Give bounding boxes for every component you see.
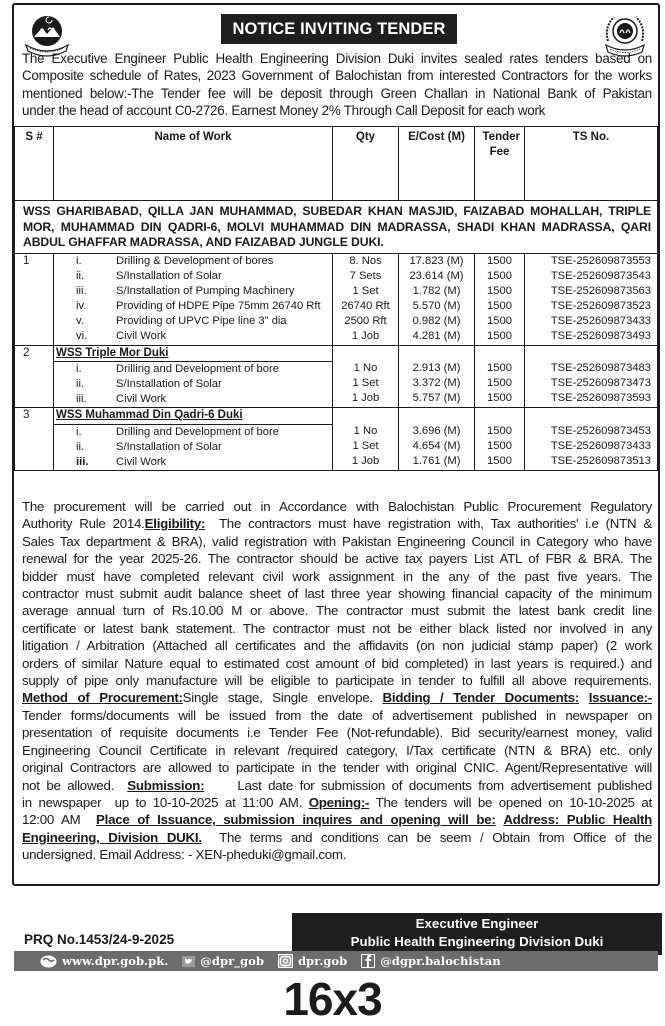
social-bar [14,951,658,971]
item-name: Providing of UPVC Pipe line 3" dia [116,315,287,328]
work-names [54,408,333,471]
item-fee: 1500 [487,330,512,343]
facebook-icon [361,954,375,968]
combined-title-line: MOR, MUHAMMAD DIN QADRI-6, MOLVI MUHAMMAD DIN MADRASSA, SHADI KHAN MADRASSA, QARI [23,219,651,234]
tender-notice [12,3,660,968]
text: not be allowed. [22,777,128,793]
item-fee: 1500 [487,284,512,297]
social-text: @dpr_gob [200,954,264,968]
text: The tenders will be opened on 10-10-2025 at [369,794,652,810]
item-number: i. [76,362,82,375]
social-text: @dgpr.balochistan [380,954,501,968]
item-number: ii. [76,269,85,282]
social-facebook[interactable] [361,954,500,968]
item-cost: 3.372 (M) [412,377,461,389]
terms-line [22,515,652,532]
item-fee: 1500 [487,424,512,437]
item-cost: 17.823 (M) [409,254,464,267]
combined-title-line: WSS GHARIBABAD, QILLA JAN MUHAMMAD, SUBEDAR KHAN MASJID, FAIZABAD MOHALLAH, TRIPLE [23,204,651,218]
item-qty: 8. Nos [349,254,382,267]
item-name: Drilling and Development of bore [116,362,279,375]
work-names [54,253,333,345]
terms-line: renewal for the year 2025-26. The contractor should be active tax payers List ATL of FBR & BRA. The [22,551,652,567]
work-item [54,362,332,377]
work-item [54,392,332,407]
terms-line: The procurement will be carried out in Accordance with Balochistan Public Procurement Regulatory [22,499,652,514]
item-cost: 5.757 (M) [412,392,461,405]
item-name: Providing of HDPE Pipe 75mm 26740 Rft [116,300,321,313]
text: 12:00 AM [22,812,97,828]
instagram-icon [278,954,293,968]
terms-line: original Contractors are allowed to participate in the tender with original CNIC. Agent/Representative will [22,760,652,776]
item-cost: 5.570 (M) [412,300,461,313]
item-number: iv. [76,300,87,313]
item-cost: 2.913 (M) [412,361,461,374]
work-item [54,425,332,440]
text: The terms and conditions can be seem / Obtain from Office of the [201,829,652,845]
item-name: S/Installation of Solar [116,440,222,453]
item-ts-no: TSE-252609873433 [550,315,651,328]
item-name: Drilling and Development of bore [116,425,279,438]
social-twitter[interactable] [182,954,264,968]
item-cost: 23.614 (M) [409,269,464,282]
item-qty: 1 No [353,361,378,374]
item-ts-no: TSE-252609873453 [550,424,651,437]
issuance-label: Issuance:- [588,690,652,706]
works-table [14,126,658,471]
item-qty: 7 Sets [349,269,382,282]
social-text: dpr.gob [297,954,348,968]
item-ts-no: TSE-252609873593 [550,392,651,405]
item-qty: 1 Job [351,392,380,405]
item-cost: 4.654 (M) [412,439,461,452]
social-text: www.dpr.gob.pk. [62,954,169,968]
terms-line: Engineering Council Certificate in relevant /required category, I/Tax certificate (NTN & BRA) etc. only [22,742,652,758]
text: Single stage, Single envelope. [182,690,383,706]
item-qty: 1 Job [351,454,380,467]
terms-line: average annual turn of Rs.10.00 M or above. The contractor must submit the latest bank credit line [22,603,652,619]
work-item [54,314,332,329]
terms-line [22,777,652,794]
item-qty: 1 Job [351,330,380,343]
col-header-fee-text: Tender Fee [482,131,520,158]
twitter-icon [182,956,195,967]
signer-office: Public Health Engineering Division Duki [350,934,604,949]
item-fee: 1500 [487,361,512,374]
item-number: i. [76,254,82,267]
social-website[interactable] [40,954,168,968]
fee-cell [475,345,525,408]
work-item [54,377,332,392]
group-sn: 1 [15,253,54,345]
item-fee: 1500 [487,315,512,328]
item-qty: 1 Set [352,284,379,297]
cost-cell [399,345,475,408]
group-title: WSS Triple Mor Duki [54,346,332,362]
opening-label: Opening:- [308,794,370,810]
item-cost: 3.696 (M) [412,424,461,437]
item-qty: 1 No [353,424,378,437]
item-name: Civil Work [116,455,167,468]
item-name: Civil Work [116,393,167,406]
work-item [54,284,332,299]
combined-title-line: ABDUL GHAFFAR MADRASSA, AND FAIZABAD JUNGLE DUKI. [23,235,384,249]
col-header-qty: Qty [333,127,399,201]
terms-line: Sales Tax department & BRA), valid registration with Pakistan Engineering Council in Category who have [22,533,652,549]
ts-cell [525,345,658,408]
item-ts-no: TSE-252609873473 [550,377,651,389]
work-item [54,299,332,314]
text: The contractors must have registration with, Tax authorities' i.e (NTN & [205,516,653,532]
item-cost: 4.281 (M) [412,330,461,343]
item-cost: 1.761 (M) [412,454,461,467]
item-ts-no: TSE-252609873543 [550,269,651,282]
fee-cell [475,408,525,471]
table-header-row [15,127,658,201]
eligibility-label: Eligibility: [144,516,206,532]
table-row-group-2 [15,345,658,408]
item-fee: 1500 [487,254,512,267]
item-fee: 1500 [487,392,512,405]
item-qty: 1 Set [352,377,379,389]
intro-line: under the head of account C0-2726. Earnest Money 2% Through Call Deposit for each work [22,102,546,118]
combined-scheme-title [15,201,658,254]
terms-line [22,829,652,846]
item-name: S/Installation of Pumping Machinery [116,284,295,297]
item-qty: 26740 Rft [341,300,390,313]
ts-cell [525,408,658,471]
item-name: S/Installation of Solar [116,378,222,390]
item-number: i. [76,425,82,438]
item-name: Drilling & Development of bores [116,254,274,267]
item-number: iii. [76,393,87,406]
item-qty: 1 Set [352,439,379,452]
col-header-name: Name of Work [54,127,333,201]
combined-scheme-row [15,201,658,254]
intro-line: The Executive Engineer Public Health Engineering Division Duki invites sealed rates tenders based on [22,51,652,66]
terms-paragraph [22,498,652,864]
item-number: ii. [76,378,85,390]
signer-block [292,913,662,955]
col-header-cost: E/Cost (M) [399,127,475,201]
item-fee: 1500 [487,300,512,313]
item-fee: 1500 [487,269,512,282]
item-number: ii. [76,440,85,453]
item-ts-no: TSE-252609873433 [550,439,651,452]
item-ts-no: TSE-252609873513 [550,454,651,467]
item-number: vi. [76,330,88,343]
cost-cell [399,253,475,345]
table-row-group-3 [15,408,658,471]
terms-line [22,811,652,828]
terms-line: contractor must submit audit balance sheet of last three year showing financial capacity of the minimum [22,586,652,602]
social-instagram[interactable] [278,954,347,968]
item-qty: 2500 Rft [344,315,387,328]
table-row-group-1 [15,253,658,345]
intro-paragraph [22,50,652,119]
item-fee: 1500 [487,439,512,452]
text: Authority Rule 2014. [22,516,145,532]
item-ts-no: TSE-252609873483 [550,361,651,374]
qty-cell [333,253,399,345]
col-header-fee [475,127,525,201]
item-ts-no: TSE-252609873493 [550,330,651,343]
group-sn: 3 [15,408,54,471]
submission-label: Submission: [127,777,205,793]
item-fee: 1500 [487,377,512,389]
text: Last date for submission of documents from advertisement published [204,777,652,793]
item-number: iii. [76,455,89,468]
item-fee: 1500 [487,454,512,467]
item-ts-no: TSE-252609873563 [550,284,651,297]
address-label-cont: Engineering, Division DUKI. [22,829,202,845]
work-names [54,345,333,408]
item-number: v. [76,315,84,328]
item-cost: 1.782 (M) [412,284,461,297]
work-item [54,254,332,269]
email-line: undersigned. Email Address: - XEN-pheduki@gmail.com. [22,847,347,863]
terms-line: certificate or latest bank statement. The contractor must not be either black listed nor involved in any [22,620,652,636]
group-sn: 2 [15,345,54,408]
address-label: Address: Public Health [503,812,652,828]
ad-size-label: 16x3 [283,973,382,1025]
terms-line: supply of pipe only manufacture will be eligible to participate in tender to fulfill all above requirements. [22,673,652,689]
terms-line: presentation of requisite documents i.e Tender Fee (Not-refundable). Bid security/earnest money, valid [22,725,652,741]
terms-line: orders of similar Nature equal to estimated cost amount of bid completed) in last years is required.) and [22,655,652,671]
method-label: Method of Procurement: [22,690,183,706]
work-item [54,269,332,284]
work-item [54,455,332,470]
col-header-sn: S # [15,127,54,201]
terms-line: bidder must have completed relevant civil work assignment in the any of the past five years. The [22,568,652,584]
item-number: iii. [76,284,87,297]
text: in newspaper up to 10-10-2025 at 11:00 AM. [22,794,309,810]
fee-cell [475,253,525,345]
notice-title: NOTICE INVITING TENDER [221,14,457,44]
work-item [54,440,332,455]
terms-line [22,689,652,706]
terms-line: litigation / Arbitration (Attached all certificates and the affidavits (on non judicial stamp paper) (2 work [22,638,652,654]
col-header-ts: TS No. [525,127,658,201]
globe-icon [40,955,57,968]
intro-line: mentioned below:-The Tender fee will be deposit through Green Challan in National Bank of Pakistan [22,85,652,101]
terms-line [22,794,652,811]
signer-title: Executive Engineer [415,916,539,931]
intro-line: Composite schedule of Rates, 2023 Government of Balochistan from interested Contractors for the works [22,68,652,84]
terms-line: Tender forms/documents will be issued from the date of advertisement published in newspaper on [22,707,652,723]
qty-cell [333,408,399,471]
item-cost: 0.982 (M) [412,315,461,328]
ts-cell [525,253,658,345]
bidding-label: Bidding / Tender Documents: [382,690,580,706]
item-name: Civil Work [116,330,167,343]
item-name: S/Installation of Solar [116,269,222,282]
item-ts-no: TSE-252609873553 [550,254,651,267]
prq-number: PRQ No.1453/24-9-2025 [24,932,175,947]
cost-cell [399,408,475,471]
qty-cell [333,345,399,408]
item-ts-no: TSE-252609873523 [550,300,651,313]
place-label: Place of Issuance, submission inquires and opening will be: [96,812,496,828]
work-item [54,329,332,344]
group-title: WSS Muhammad Din Qadri-6 Duki [54,408,332,424]
